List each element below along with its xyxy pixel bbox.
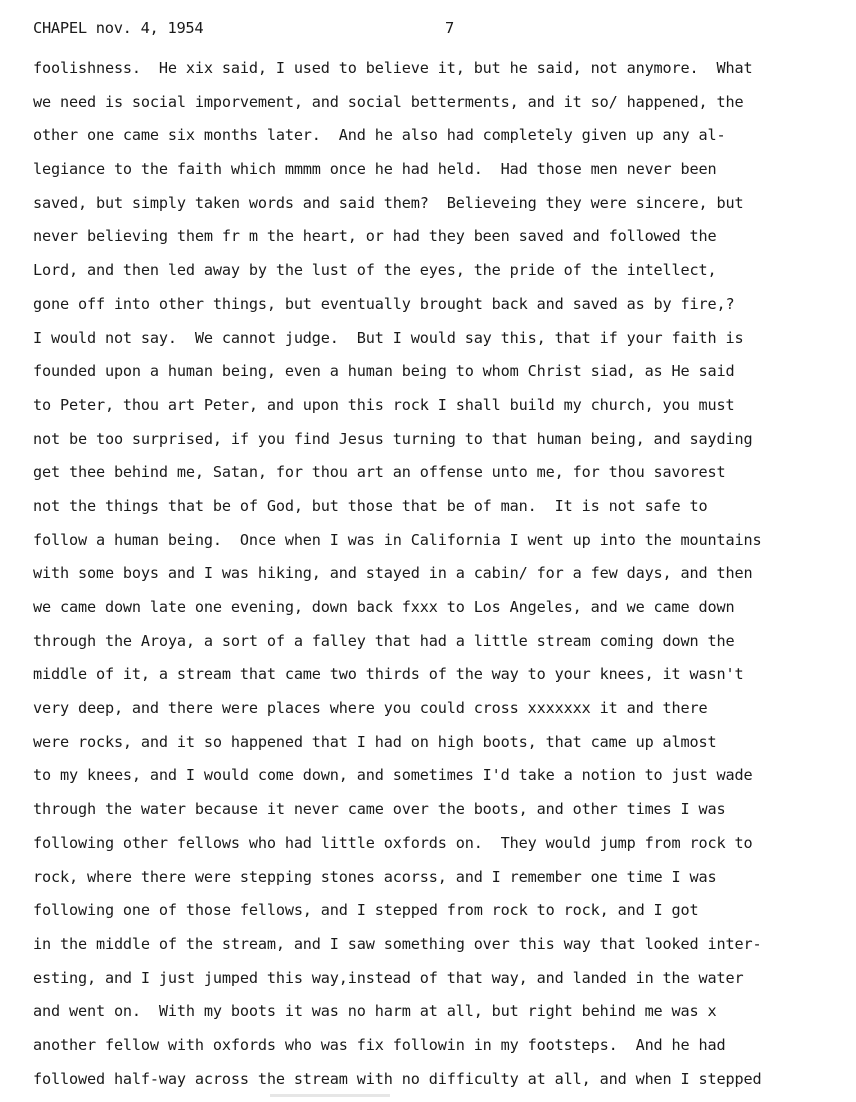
text-line: we need is social imporvement, and social betterments, and it so/ happened, the [33, 92, 744, 111]
text-line: not the things that be of God, but those that be of man. It is not safe to [33, 496, 708, 515]
text-line: esting, and I just jumped this way,instead of that way, and landed in the water [33, 968, 744, 987]
page-number: 7 [445, 19, 454, 37]
text-line: get thee behind me, Satan, for thou art an offense unto me, for thou savorest [33, 463, 726, 482]
text-line: gone off into other things, but eventually brought back and saved as by fire,? [33, 294, 735, 313]
text-line: in the middle of the stream, and I saw something over this way that looked inter- [33, 934, 762, 953]
text-line: followed half-way across the stream with no difficulty at all, and when I stepped [33, 1069, 762, 1088]
body-text [33, 52, 853, 1096]
text-line: middle of it, a stream that came two thirds of the way to your knees, it wasn't [33, 665, 744, 684]
text-line: I would not say. We cannot judge. But I would say this, that if your faith is [33, 328, 744, 347]
text-line: through the Aroya, a sort of a falley that had a little stream coming down the [33, 631, 735, 650]
text-line: rock, where there were stepping stones acorss, and I remember one time I was [33, 867, 717, 886]
text-line: legiance to the faith which mmmm once he had held. Had those men never been [33, 160, 717, 179]
text-line: we came down late one evening, down back fxxx to Los Angeles, and we came down [33, 598, 735, 616]
text-line: to my knees, and I would come down, and sometimes I'd take a notion to just wade [33, 766, 753, 785]
text-line: following other fellows who had little oxfords on. They would jump from rock to [33, 833, 753, 852]
header-title: CHAPEL nov. 4, 1954 [33, 19, 204, 37]
text-line: very deep, and there were places where you could cross xxxxxxx it and there [33, 699, 708, 718]
text-line: Lord, and then led away by the lust of the eyes, the pride of the intellect, [33, 261, 717, 280]
text-line: were rocks, and it so happened that I had on high boots, that came up almost [33, 732, 717, 751]
text-line: saved, but simply taken words and said them? Believeing they were sincere, but [33, 193, 744, 212]
scan-smudge [270, 1094, 390, 1097]
page-header [33, 19, 833, 43]
text-line: founded upon a human being, even a human being to whom Christ siad, as He said [33, 362, 735, 381]
text-line: through the water because it never came over the boots, and other times I was [33, 800, 726, 819]
text-line: and went on. With my boots it was no harm at all, but right behind me was x [33, 1002, 717, 1021]
text-line: follow a human being. Once when I was in California I went up into the mountains [33, 530, 762, 549]
text-line: following one of those fellows, and I stepped from rock to rock, and I got [33, 901, 699, 920]
text-line: to Peter, thou art Peter, and upon this rock I shall build my church, you must [33, 395, 735, 414]
text-line: another fellow with oxfords who was fix followin in my footsteps. And he had [33, 1035, 726, 1054]
text-line: other one came six months later. And he also had completely given up any al- [33, 126, 726, 145]
text-line: foolishness. He xix said, I used to believe it, but he said, not anymore. What [33, 59, 753, 77]
text-line: with some boys and I was hiking, and stayed in a cabin/ for a few days, and then [33, 564, 753, 583]
text-line: not be too surprised, if you find Jesus turning to that human being, and sayding [33, 429, 753, 448]
text-line: never believing them fr m the heart, or had they been saved and followed the [33, 227, 717, 246]
